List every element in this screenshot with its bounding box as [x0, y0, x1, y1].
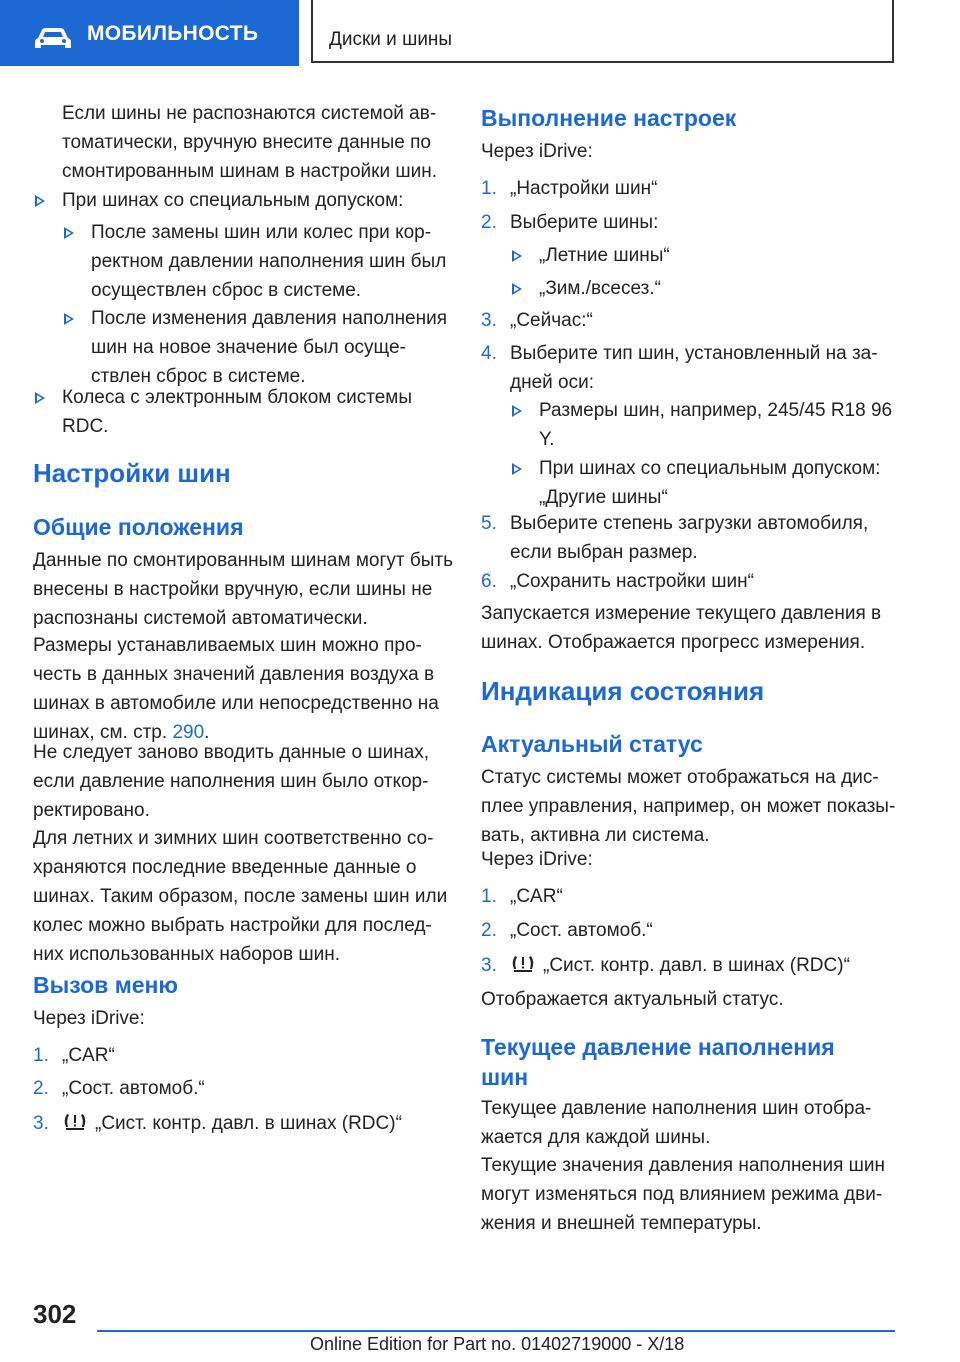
step-number: 2.	[481, 920, 497, 941]
paragraph-pressure-changes: Текущие значения давления наполнения шин могут изменяться под влиянием режима дви-жения и внешней температуры.	[481, 1155, 886, 1234]
bullet-triangle-icon	[35, 195, 45, 207]
bullet-rdc-wheels: Колеса с электронным блоком системы RDC.	[62, 387, 412, 437]
option-tire-size: Размеры шин, например, 245/45 R18 96 Y.	[539, 400, 893, 450]
step-select-rear-type: Выберите тип шин, установленный на за-дней оси:	[510, 343, 878, 393]
step-number: 1.	[481, 886, 497, 907]
tire-pressure-warning-icon	[62, 1111, 88, 1133]
step-number: 1.	[481, 178, 497, 199]
bullet-triangle-icon	[512, 463, 522, 475]
paragraph-status-shown: Отображается актуальный статус.	[481, 989, 784, 1010]
bullet-special-approval: При шинах со специальным допуском:	[62, 190, 404, 211]
step-rdc: „Сист. контр. давл. в шинах (RDC)“	[543, 955, 850, 976]
step-number: 3.	[481, 955, 497, 976]
step-tire-settings: „Настройки шин“	[510, 178, 658, 199]
sub-bullet-reset-after-pressure: После изменения давления наполнения шин на новое значение был осуще-ствлен сброс в системе.	[91, 308, 448, 387]
step-number: 1.	[33, 1045, 49, 1066]
heading-status-display: Индикация состояния	[481, 676, 765, 706]
step-select-tires: Выберите шины:	[510, 212, 659, 233]
sub-bullet-reset-after-change: После замены шин или колес при кор-ректном давлении наполнения шин был осуществлен сброс в системе.	[91, 222, 447, 301]
step-car: „CAR“	[62, 1045, 115, 1066]
heading-current-pressure: Текущее давление наполнения шин	[481, 1034, 835, 1090]
via-idrive: Через iDrive:	[481, 141, 593, 162]
step-save-settings: „Сохранить настройки шин“	[510, 571, 754, 592]
step-number: 6.	[481, 571, 497, 592]
tire-pressure-warning-icon	[510, 953, 536, 975]
bullet-triangle-icon	[64, 313, 74, 325]
option-other-tires: При шинах со специальным допуском: „Другие шины“	[539, 458, 881, 508]
intro-paragraph: Если шины не распознаются системой ав-томатически, вручную внесите данные по смонтированным шинам в настройки шин.	[62, 103, 437, 182]
chapter-header	[311, 0, 894, 63]
heading-actual-status: Актуальный статус	[481, 731, 703, 757]
bullet-triangle-icon	[512, 283, 522, 295]
option-summer-tires: „Летние шины“	[539, 245, 670, 266]
footer-edition: Online Edition for Part no. 01402719000 - X/18	[310, 1334, 685, 1354]
bullet-triangle-icon	[35, 392, 45, 404]
paragraph-measurement: Запускается измерение текущего давления в шинах. Отображается прогресс измерения.	[481, 603, 882, 653]
section-tab[interactable]	[0, 0, 299, 66]
step-now: „Сейчас:“	[510, 310, 593, 331]
step-number: 2.	[33, 1078, 49, 1099]
paragraph-current-pressure: Текущее давление наполнения шин отобра-жается для каждой шины.	[481, 1098, 872, 1148]
step-load-level: Выберите степень загрузки автомобиля, если выбран размер.	[510, 513, 869, 563]
paragraph-summer-winter: Для летних и зимних шин соответственно со-храняются последние введенные данные о шинах. Таким образом, после замены шин или колес можно выбрать настройки для послед-них использованных наборов шин.	[33, 828, 448, 965]
section-title: МОБИЛЬНОСТЬ	[87, 22, 259, 45]
step-vehicle-status: „Сост. автомоб.“	[62, 1078, 205, 1099]
paragraph-manual-entry: Данные по смонтированным шинам могут быть внесены в настройки вручную, если шины не распознаны системой автоматически.	[33, 550, 453, 629]
step-car: „CAR“	[510, 886, 563, 907]
paragraph-status: Статус системы может отображаться на дис-плее управления, например, он может показы-вать, активна ли система.	[481, 767, 896, 846]
bullet-triangle-icon	[512, 250, 522, 262]
bullet-triangle-icon	[64, 227, 74, 239]
heading-perform-settings: Выполнение настроек	[481, 105, 737, 131]
paragraph-no-reentry: Не следует заново вводить данные о шинах, если давление наполнения шин было откор-ректировано.	[33, 742, 430, 821]
step-number: 2.	[481, 212, 497, 233]
via-idrive: Через iDrive:	[33, 1008, 145, 1029]
heading-general: Общие положения	[33, 514, 244, 540]
via-idrive: Через iDrive:	[481, 849, 593, 870]
step-vehicle-status: „Сост. автомоб.“	[510, 920, 653, 941]
heading-tire-settings: Настройки шин	[33, 458, 231, 488]
bullet-triangle-icon	[512, 405, 522, 417]
step-number: 5.	[481, 513, 497, 534]
page-number: 302	[33, 1299, 77, 1329]
step-number: 3.	[481, 310, 497, 331]
step-number: 3.	[33, 1113, 49, 1134]
step-rdc: „Сист. контр. давл. в шинах (RDC)“	[95, 1113, 402, 1134]
option-winter-tires: „Зим./всесез.“	[539, 278, 661, 299]
heading-call-menu: Вызов меню	[33, 972, 179, 998]
paragraph-tire-sizes: Размеры устанавливаемых шин можно про-честь в данных значений давления воздуха в шинах в автомобиле или непосредственно на шинах, см. стр. 290.	[33, 635, 439, 743]
chapter-title: Диски и шины	[329, 29, 453, 50]
page-link-290[interactable]: 290	[172, 722, 205, 743]
footer-rule	[97, 1330, 895, 1332]
step-number: 4.	[481, 343, 497, 364]
car-icon	[34, 26, 72, 50]
